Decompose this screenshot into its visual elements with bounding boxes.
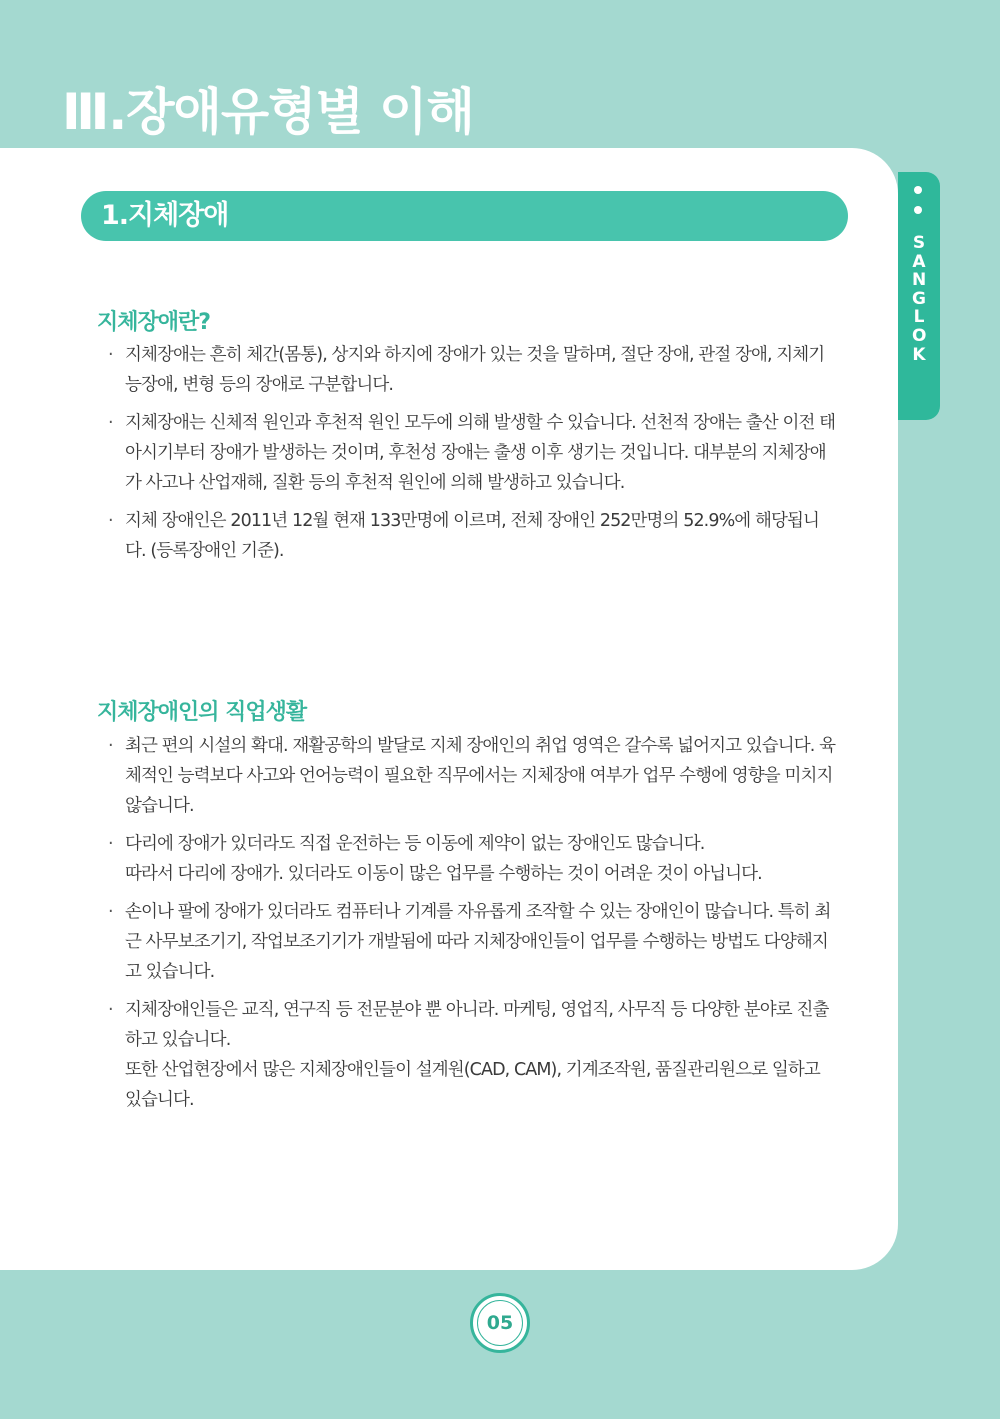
list-item-text: 지체장애는 신체적 원인과 후천적 원인 모두에 의해 발생할 수 있습니다. 선천적 장애는 출산 이전 태아시기부터 장애가 발생하는 것이며, 후천성 장애는 출생 이후 생기는 것입니다. 대부분의 지체장애가 사고나 산업재해, 질환 등의 후천적 원인에 의해 발생하고 있습니다. [125,413,836,493]
bullet-icon: · [108,345,113,365]
dot-icon [914,206,922,214]
list-item-text: 최근 편의 시설의 확대. 재활공학의 발달로 지체 장애인의 취업 영역은 갈수록 넓어지고 있습니다. 육체적인 능력보다 사고와 언어능력이 필요한 직무에서는 지체장애 여부가 업무 수행에 영향을 미치지 않습니다. [125,736,836,816]
list-item [108,829,838,889]
list-item-text: 지체 장애인은 2011년 12월 현재 133만명에 이르며, 전체 장애인 252만명의 52.9%에 해당됩니다. (등록장애인 기준). [125,511,819,561]
side-brand: SANGLOK [912,233,927,365]
subheading-work-life: 지체장애인의 직업생활 [97,700,307,725]
bullet-icon: · [108,902,113,922]
dot-icon [914,186,922,194]
subheading-definition: 지체장애란? [97,310,211,335]
list-item [108,408,838,498]
list-item-text: 또한 산업현장에서 많은 지체장애인들이 설계원(CAD, CAM), 기계조작원, 품질관리원으로 일하고 있습니다. [125,1060,820,1110]
list-item [108,340,838,400]
list-item-text: 손이나 팔에 장애가 있더라도 컴퓨터나 기계를 자유롭게 조작할 수 있는 장애인이 많습니다. 특히 최근 사무보조기기, 작업보조기기가 개발됨에 따라 지체장애인들이 업무를 수행하는 방법도 다양해지고 있습니다. [125,902,831,982]
list-item-text: 지체장애는 흔히 체간(몸통), 상지와 하지에 장애가 있는 것을 말하며, 절단 장애, 관절 장애, 지체기능장애, 변형 등의 장애로 구분합니다. [125,345,825,395]
list-item-text: 다리에 장애가 있더라도 직접 운전하는 등 이동에 제약이 없는 장애인도 많습니다. [125,834,705,854]
list-item-text: 따라서 다리에 장애가. 있더라도 이동이 많은 업무를 수행하는 것이 어려운 것이 아닙니다. [125,864,762,884]
list-item [108,995,838,1115]
bullet-icon: · [108,511,113,531]
work-life-list [108,731,838,1123]
section-header [81,191,848,241]
bullet-icon: · [108,1000,113,1020]
bullet-icon: · [108,413,113,433]
list-item [108,897,838,987]
page-number-badge [470,1293,530,1353]
bullet-icon: · [108,834,113,854]
side-tab [898,172,940,420]
chapter-title: Ⅲ.장애유형별 이해 [62,83,474,141]
bullet-icon: · [108,736,113,756]
section-title: 1.지체장애 [101,200,229,231]
page-number: 05 [477,1300,523,1346]
list-item [108,731,838,821]
list-item-text: 지체장애인들은 교직, 연구직 등 전문분야 뿐 아니라. 마케팅, 영업직, 사무직 등 다양한 분야로 진출하고 있습니다. [125,1000,829,1050]
list-item [108,506,838,566]
definition-list [108,340,838,574]
